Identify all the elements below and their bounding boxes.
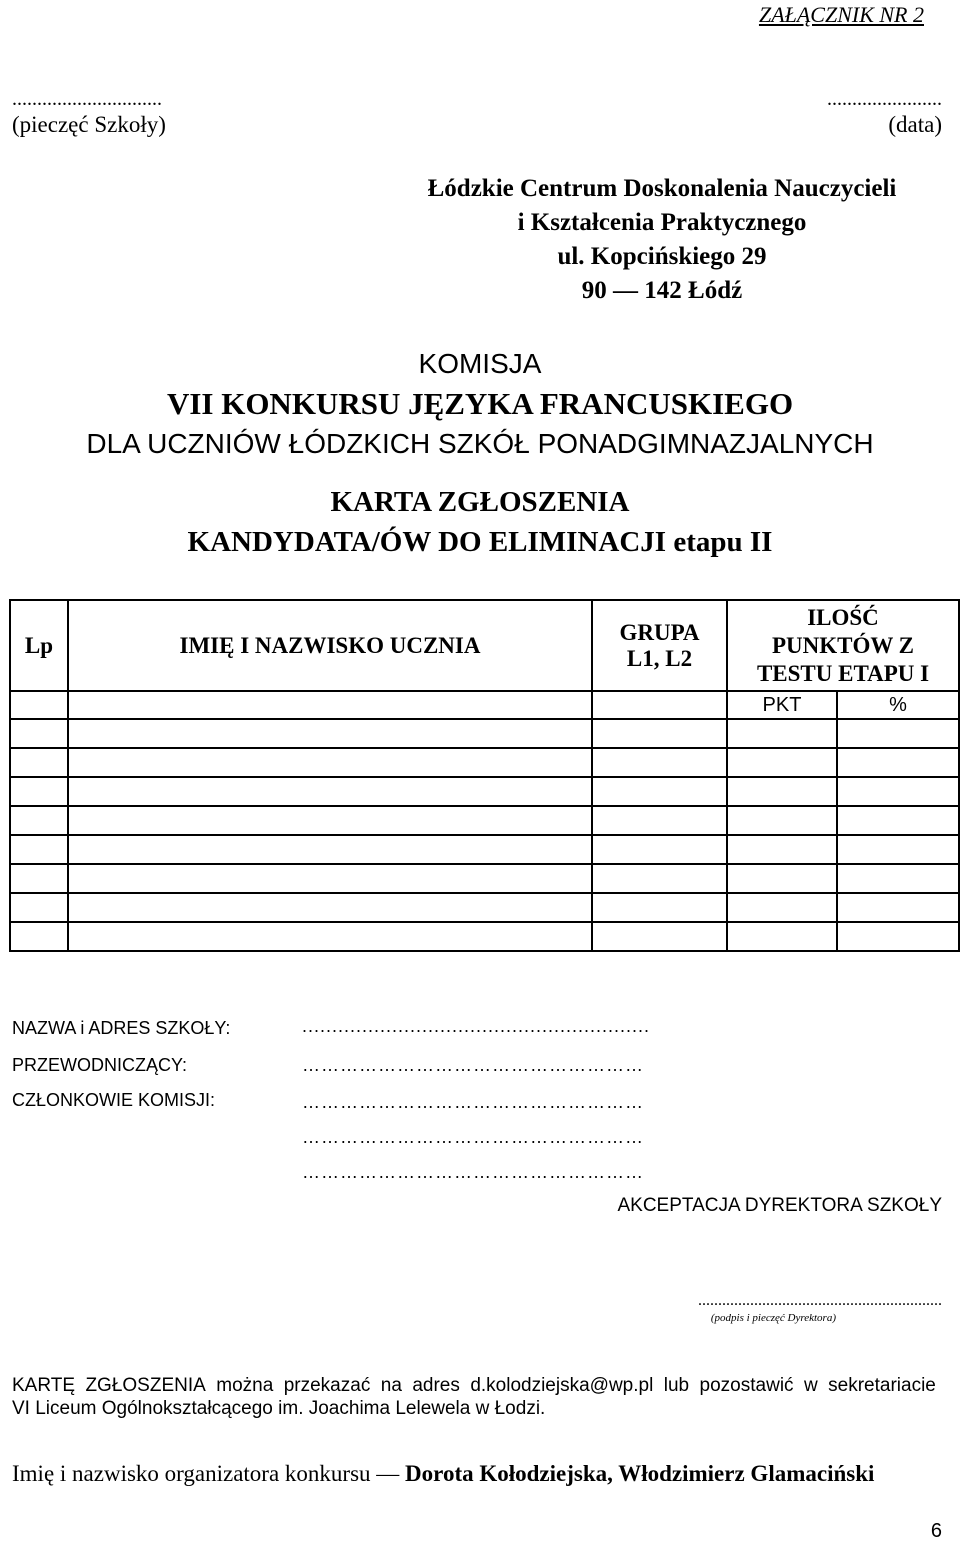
chair-field[interactable]: ………………………………………………	[302, 1055, 644, 1075]
stamp-dots: ..............................	[12, 88, 162, 110]
table-cell[interactable]	[727, 777, 837, 806]
date-label: (data)	[888, 112, 942, 137]
table-cell[interactable]	[10, 893, 68, 922]
table-cell[interactable]	[68, 748, 592, 777]
table-cell[interactable]	[727, 748, 837, 777]
school-name-label: NAZWA i ADRES SZKOŁY:	[12, 1018, 231, 1038]
table-cell[interactable]	[10, 748, 68, 777]
subheader-pkt: PKT	[727, 691, 837, 719]
table-row	[10, 893, 959, 922]
table-row	[10, 864, 959, 893]
table-cell[interactable]	[592, 719, 727, 748]
recipient-address	[382, 172, 942, 308]
column-header-points-line: TESTU ETAPU I	[756, 660, 930, 686]
chair-label: PRZEWODNICZĄCY:	[12, 1055, 188, 1075]
organizer-names: Dorota Kołodziejska, Włodzimierz Glamaciński	[405, 1461, 875, 1486]
note-word: adres	[412, 1375, 460, 1396]
note-word: lub	[663, 1375, 690, 1396]
column-header-points	[727, 600, 959, 691]
principal-acceptance-label: AKCEPTACJA DYREKTORA SZKOŁY	[617, 1195, 942, 1216]
card-title-line: KARTA ZGŁOSZENIA	[330, 486, 630, 518]
email-address: d.kolodziejska@wp.pl	[470, 1375, 654, 1396]
table-cell[interactable]	[837, 748, 959, 777]
table-cell[interactable]	[592, 691, 727, 719]
table-cell[interactable]	[68, 893, 592, 922]
organizer-line	[12, 1461, 874, 1487]
note-word: przekazać	[283, 1375, 371, 1396]
column-header-points-line: ILOŚĆ	[807, 604, 879, 630]
table-cell[interactable]	[592, 893, 727, 922]
note-word: sekretariacie	[828, 1375, 936, 1396]
table-cell[interactable]	[837, 893, 959, 922]
date-dots: .......................	[827, 88, 942, 110]
column-header-points-line: PUNKTÓW Z	[771, 632, 915, 658]
column-header-group	[592, 600, 727, 691]
note-word: na	[380, 1375, 402, 1396]
table-cell[interactable]	[727, 806, 837, 835]
table-cell[interactable]	[837, 777, 959, 806]
table-cell[interactable]	[68, 835, 592, 864]
table-cell[interactable]	[10, 922, 68, 951]
organizer-label: Imię i nazwisko organizatora konkursu —	[12, 1461, 406, 1486]
commission-line: DLA UCZNIÓW ŁÓDZKICH SZKÓŁ PONADGIMNAZJALNYCH	[86, 428, 874, 459]
note-word: można	[216, 1375, 274, 1396]
member-field[interactable]: ………………………………………………	[302, 1127, 644, 1147]
table-cell[interactable]	[68, 777, 592, 806]
table-cell[interactable]	[68, 719, 592, 748]
table-cell[interactable]	[10, 835, 68, 864]
table-row	[10, 719, 959, 748]
table-cell[interactable]	[837, 835, 959, 864]
table-cell[interactable]	[727, 864, 837, 893]
note-line-1	[12, 1374, 936, 1397]
table-cell[interactable]	[837, 922, 959, 951]
table-cell[interactable]	[727, 719, 837, 748]
school-name-field[interactable]: ..........................................................	[302, 1016, 651, 1036]
table-cell[interactable]	[592, 806, 727, 835]
page-number: 6	[930, 1520, 942, 1542]
table-cell[interactable]	[727, 922, 837, 951]
table-cell[interactable]	[592, 835, 727, 864]
table-cell[interactable]	[592, 748, 727, 777]
table-row	[10, 806, 959, 835]
members-label: CZŁONKOWIE KOMISJI:	[12, 1090, 216, 1110]
table-cell[interactable]	[592, 864, 727, 893]
submission-note	[12, 1374, 936, 1420]
annex-label: ZAŁĄCZNIK NR 2	[758, 2, 924, 27]
table-row	[10, 748, 959, 777]
member-field[interactable]: ………………………………………………	[302, 1092, 644, 1112]
table-cell[interactable]	[68, 806, 592, 835]
table-cell[interactable]	[10, 806, 68, 835]
table-cell[interactable]	[10, 691, 68, 719]
table-cell[interactable]	[10, 777, 68, 806]
note-line-2: VI Liceum Ogólnokształcącego im. Joachima Lelewela w Łodzi.	[12, 1398, 546, 1419]
card-title	[0, 482, 960, 562]
column-header-lp: Lp	[10, 600, 68, 691]
column-header-group-line: GRUPA	[619, 619, 700, 645]
table-cell[interactable]	[727, 893, 837, 922]
table-row	[10, 835, 959, 864]
table-cell[interactable]	[837, 719, 959, 748]
member-field[interactable]: ………………………………………………	[302, 1162, 644, 1182]
commission-line: KOMISJA	[418, 348, 542, 379]
table-row	[10, 922, 959, 951]
note-word: pozostawić	[699, 1375, 794, 1396]
note-word: ZGŁOSZENIA	[85, 1375, 206, 1396]
note-word: w	[803, 1375, 818, 1396]
contest-title: VII KONKURSU JĘZYKA FRANCUSKIEGO	[166, 386, 794, 421]
table-cell[interactable]	[68, 864, 592, 893]
note-word: KARTĘ	[12, 1375, 76, 1396]
address-line: 90 — 142 Łódź	[581, 277, 743, 304]
table-cell[interactable]	[10, 719, 68, 748]
address-line: Łódzkie Centrum Doskonalenia Nauczycieli	[427, 175, 897, 202]
card-title-line: KANDYDATA/ÓW DO ELIMINACJI etapu II	[187, 526, 773, 558]
column-header-group-line: L1, L2	[626, 645, 693, 671]
table-cell[interactable]	[68, 922, 592, 951]
table-cell[interactable]	[837, 806, 959, 835]
stamp-label: (pieczęć Szkoły)	[12, 112, 166, 137]
address-line: ul. Kopcińskiego 29	[557, 243, 767, 270]
table-cell[interactable]	[837, 864, 959, 893]
table-cell[interactable]	[592, 922, 727, 951]
table-cell[interactable]	[10, 864, 68, 893]
signature-field[interactable]: .............................................................	[698, 1292, 942, 1309]
table-cell[interactable]	[727, 835, 837, 864]
table-row	[10, 777, 959, 806]
address-line: i Kształcenia Praktycznego	[517, 209, 807, 236]
candidates-table	[9, 599, 960, 952]
signature-caption: (podpis i pieczęć Dyrektora)	[710, 1312, 836, 1324]
commission-heading	[0, 344, 960, 464]
table-cell[interactable]	[68, 691, 592, 719]
column-header-name: IMIĘ I NAZWISKO UCZNIA	[68, 600, 592, 691]
subheader-percent: %	[837, 691, 959, 719]
table-cell[interactable]	[592, 777, 727, 806]
